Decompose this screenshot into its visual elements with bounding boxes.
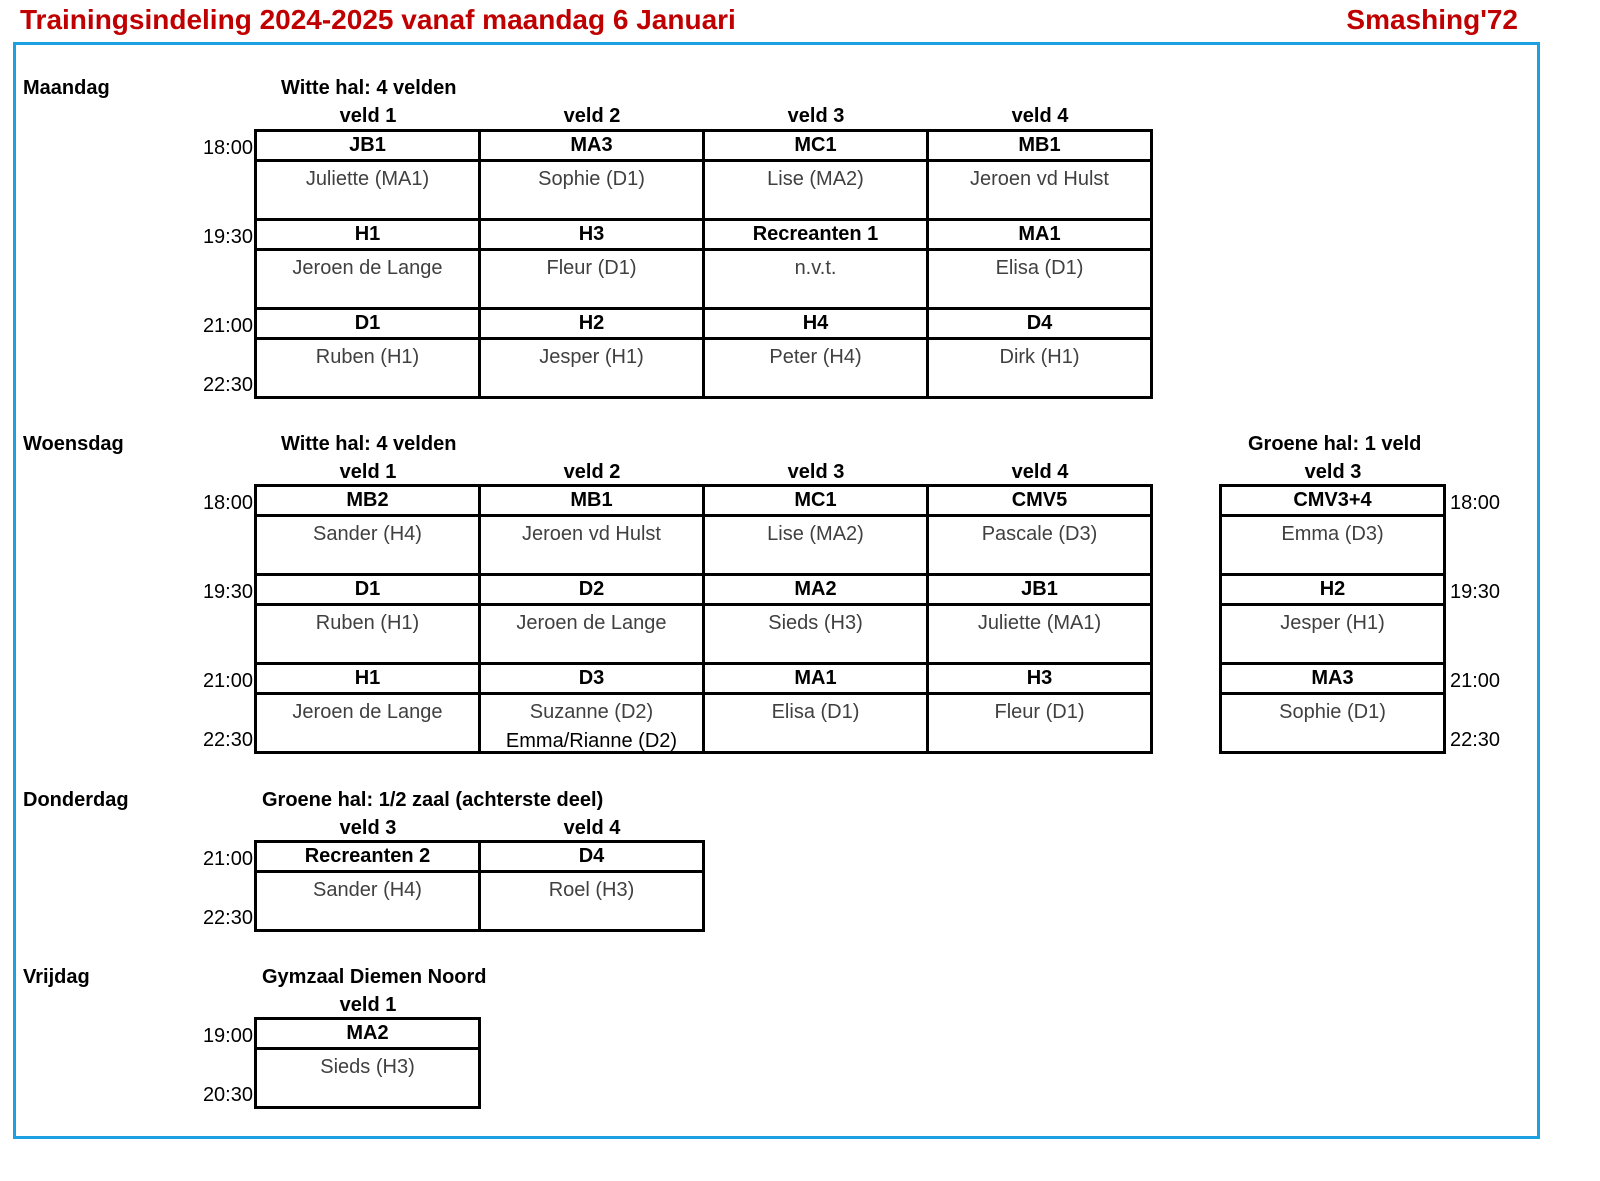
coach-name: Jesper (H1) bbox=[1280, 612, 1385, 634]
team-name: MA3 bbox=[1222, 665, 1443, 695]
time-label: 19:30 bbox=[202, 581, 253, 603]
coach-name: Jeroen de Lange bbox=[516, 612, 667, 634]
coach-name: Emma (D3) bbox=[1281, 523, 1384, 545]
time-label: 22:30 bbox=[202, 374, 253, 396]
slot-cell bbox=[257, 665, 478, 751]
day-label-vrijdag: Vrijdag bbox=[23, 966, 90, 988]
coach-name: Lise (MA2) bbox=[767, 523, 864, 545]
coach-name: Sieds (H3) bbox=[768, 612, 863, 634]
hall-label-woensdag: Witte hal: 4 velden bbox=[281, 433, 457, 455]
slot-cell bbox=[1222, 576, 1443, 662]
schedule-grid-groene bbox=[1219, 484, 1446, 754]
coach-name: Jeroen de Lange bbox=[292, 701, 443, 723]
team-name: H2 bbox=[1222, 576, 1443, 606]
field-label: veld 2 bbox=[563, 105, 621, 127]
time-label: 21:00 bbox=[1450, 670, 1501, 692]
day-label-woensdag: Woensdag bbox=[23, 433, 124, 455]
team-name: H1 bbox=[257, 221, 478, 251]
coach-name: Lise (MA2) bbox=[767, 168, 864, 190]
team-name: D4 bbox=[929, 310, 1150, 340]
time-label: 19:30 bbox=[202, 226, 253, 248]
coach-name: Fleur (D1) bbox=[546, 257, 637, 279]
slot-cell bbox=[257, 576, 478, 662]
coach-name: Jesper (H1) bbox=[539, 346, 644, 368]
team-name: D2 bbox=[481, 576, 702, 606]
team-name: D1 bbox=[257, 576, 478, 606]
slot-cell bbox=[257, 1020, 478, 1106]
team-name: CMV3+4 bbox=[1222, 487, 1443, 517]
coach-name: Jeroen vd Hulst bbox=[970, 168, 1109, 190]
slot-cell bbox=[481, 132, 702, 218]
slot-cell bbox=[705, 487, 926, 573]
slot-cell bbox=[481, 576, 702, 662]
coach-name: Ruben (H1) bbox=[315, 346, 420, 368]
team-name: MB2 bbox=[257, 487, 478, 517]
slot-cell bbox=[481, 221, 702, 307]
coach-name: Sander (H4) bbox=[313, 879, 422, 901]
slot-cell bbox=[705, 576, 926, 662]
time-label: 22:30 bbox=[202, 729, 253, 751]
hall-label-groene: Groene hal: 1 veld bbox=[1248, 433, 1422, 455]
coach-name: Juliette (MA1) bbox=[977, 612, 1102, 634]
team-name: Recreanten 2 bbox=[257, 843, 478, 873]
slot-cell bbox=[1222, 665, 1443, 751]
time-label: 21:00 bbox=[202, 670, 253, 692]
field-label: veld 1 bbox=[339, 994, 397, 1016]
team-name: MA1 bbox=[705, 665, 926, 695]
time-label: 18:00 bbox=[202, 137, 253, 159]
team-name: MB1 bbox=[929, 132, 1150, 162]
team-name: MB1 bbox=[481, 487, 702, 517]
slot-cell bbox=[929, 221, 1150, 307]
team-name: JB1 bbox=[929, 576, 1150, 606]
schedule-grid-vrijdag bbox=[254, 1017, 481, 1109]
coach-name: Elisa (D1) bbox=[995, 257, 1084, 279]
team-name: H2 bbox=[481, 310, 702, 340]
slot-cell bbox=[705, 221, 926, 307]
time-label: 21:00 bbox=[202, 315, 253, 337]
time-label: 22:30 bbox=[1450, 729, 1501, 751]
slot-cell bbox=[481, 665, 702, 751]
slot-cell bbox=[481, 843, 702, 929]
slot-cell bbox=[705, 132, 926, 218]
team-name: H3 bbox=[929, 665, 1150, 695]
slot-cell bbox=[481, 310, 702, 396]
field-label: veld 3 bbox=[1304, 461, 1362, 483]
slot-cell bbox=[1222, 487, 1443, 573]
team-name: JB1 bbox=[257, 132, 478, 162]
day-label-maandag: Maandag bbox=[23, 77, 110, 99]
time-label: 18:00 bbox=[1450, 492, 1501, 514]
slot-cell bbox=[929, 576, 1150, 662]
slot-cell bbox=[257, 132, 478, 218]
field-label: veld 1 bbox=[339, 461, 397, 483]
coach-name: Jeroen vd Hulst bbox=[522, 523, 661, 545]
team-name: Recreanten 1 bbox=[705, 221, 926, 251]
coach-name: Jeroen de Lange bbox=[292, 257, 443, 279]
slot-cell bbox=[257, 221, 478, 307]
hall-label-vrijdag: Gymzaal Diemen Noord bbox=[262, 966, 487, 988]
slot-cell bbox=[705, 665, 926, 751]
hall-label-donderdag: Groene hal: 1/2 zaal (achterste deel) bbox=[262, 789, 604, 811]
schedule-grid-donderdag bbox=[254, 840, 705, 932]
coach-name: Dirk (H1) bbox=[999, 346, 1080, 368]
field-label: veld 3 bbox=[787, 461, 845, 483]
team-name: CMV5 bbox=[929, 487, 1150, 517]
team-name: H4 bbox=[705, 310, 926, 340]
coach-line: Emma/Rianne (D2) bbox=[505, 730, 678, 752]
time-label: 19:30 bbox=[1450, 581, 1501, 603]
team-name: H1 bbox=[257, 665, 478, 695]
coach-name bbox=[481, 695, 702, 756]
coach-name: Roel (H3) bbox=[548, 879, 635, 901]
time-label: 20:30 bbox=[202, 1084, 253, 1106]
club-name: Smashing'72 bbox=[1346, 4, 1518, 35]
coach-name: Fleur (D1) bbox=[994, 701, 1085, 723]
team-name: MA3 bbox=[481, 132, 702, 162]
slot-cell bbox=[929, 487, 1150, 573]
field-label: veld 4 bbox=[563, 817, 621, 839]
coach-name: Ruben (H1) bbox=[315, 612, 420, 634]
team-name: MC1 bbox=[705, 487, 926, 517]
coach-name: Sophie (D1) bbox=[538, 168, 645, 190]
time-label: 22:30 bbox=[202, 907, 253, 929]
coach-name: Peter (H4) bbox=[769, 346, 862, 368]
slot-cell bbox=[257, 310, 478, 396]
coach-name: Pascale (D3) bbox=[981, 523, 1098, 545]
field-label: veld 1 bbox=[339, 105, 397, 127]
page-title: Trainingsindeling 2024-2025 vanaf maandag 6 Januari bbox=[20, 4, 736, 35]
slot-cell bbox=[257, 843, 478, 929]
field-label: veld 4 bbox=[1011, 461, 1069, 483]
coach-name: Sieds (H3) bbox=[320, 1056, 415, 1078]
coach-name: Elisa (D1) bbox=[771, 701, 860, 723]
time-label: 19:00 bbox=[202, 1025, 253, 1047]
slot-cell bbox=[929, 132, 1150, 218]
coach-name: Sander (H4) bbox=[313, 523, 422, 545]
team-name: D4 bbox=[481, 843, 702, 873]
team-name: MA2 bbox=[257, 1020, 478, 1050]
team-name: D3 bbox=[481, 665, 702, 695]
coach-name: Sophie (D1) bbox=[1279, 701, 1386, 723]
field-label: veld 4 bbox=[1011, 105, 1069, 127]
team-name: MA2 bbox=[705, 576, 926, 606]
team-name: H3 bbox=[481, 221, 702, 251]
slot-cell bbox=[481, 487, 702, 573]
day-label-donderdag: Donderdag bbox=[23, 789, 129, 811]
field-label: veld 2 bbox=[563, 461, 621, 483]
slot-cell bbox=[929, 310, 1150, 396]
coach-line: Suzanne (D2) bbox=[529, 701, 654, 723]
team-name: MC1 bbox=[705, 132, 926, 162]
hall-label-maandag: Witte hal: 4 velden bbox=[281, 77, 457, 99]
time-label: 21:00 bbox=[202, 848, 253, 870]
slot-cell bbox=[929, 665, 1150, 751]
coach-name: n.v.t. bbox=[794, 257, 837, 279]
slot-cell bbox=[257, 487, 478, 573]
slot-cell bbox=[705, 310, 926, 396]
time-label: 18:00 bbox=[202, 492, 253, 514]
team-name: D1 bbox=[257, 310, 478, 340]
schedule-grid-woensdag bbox=[254, 484, 1153, 754]
team-name: MA1 bbox=[929, 221, 1150, 251]
field-label: veld 3 bbox=[339, 817, 397, 839]
coach-name: Juliette (MA1) bbox=[305, 168, 430, 190]
field-label: veld 3 bbox=[787, 105, 845, 127]
schedule-grid-maandag bbox=[254, 129, 1153, 399]
